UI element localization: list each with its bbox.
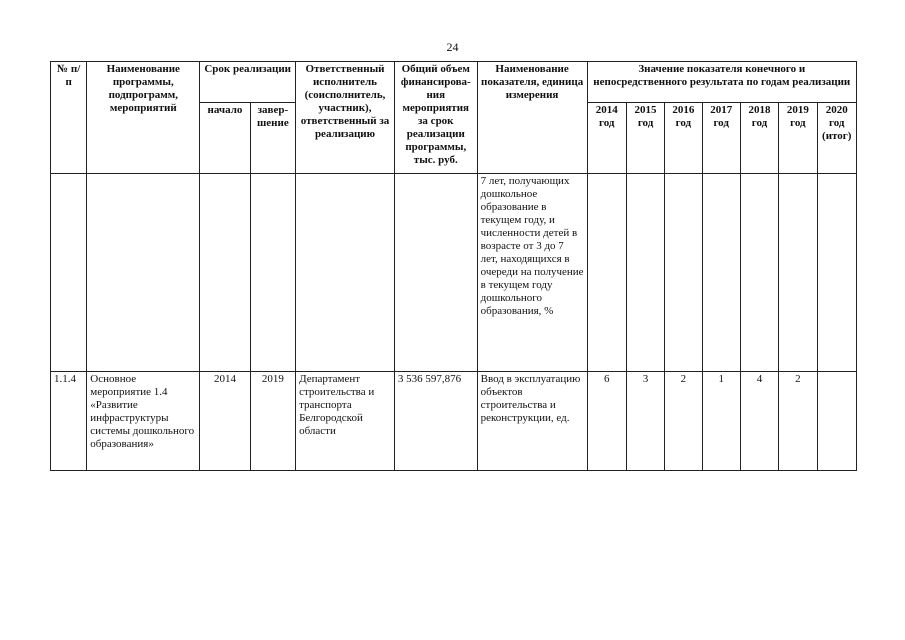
program-table	[50, 61, 857, 471]
header-year: 2020 год (итог)	[817, 103, 856, 174]
table-row	[51, 372, 857, 471]
indicator-cell: 7 лет, получающих дошкольное образование в текущем году, и численности детей в возрасте от 3 до 7 лет, находящихся в очереди на получение в текущем году дошкольного образования, %	[477, 174, 587, 372]
header-indicator: Наименование показателя, единица измерения	[477, 62, 587, 174]
table-cell	[702, 174, 740, 372]
header-name: Наименование программы, подпрограмм, мероприятий	[87, 62, 200, 174]
table-cell	[200, 174, 250, 372]
row-name: Основное мероприятие 1.4 «Развитие инфраструктуры системы дошкольного образования»	[87, 372, 200, 471]
header-start: начало	[200, 103, 250, 174]
table-cell	[51, 174, 87, 372]
row-value: 6	[587, 372, 626, 471]
row-end: 2019	[250, 372, 295, 471]
row-num: 1.1.4	[51, 372, 87, 471]
header-funding: Общий объем финансирова-ния мероприятия за срок реализации программы, тыс. руб.	[394, 62, 477, 174]
header-year: 2014 год	[587, 103, 626, 174]
header-year: 2015 год	[626, 103, 664, 174]
table-cell	[779, 174, 817, 372]
table-cell	[817, 174, 856, 372]
table-cell	[394, 174, 477, 372]
row-value: 2	[665, 372, 702, 471]
table-cell	[740, 174, 778, 372]
header-responsible: Ответственный исполнитель (соисполнитель, участник), ответственный за реализацию	[296, 62, 395, 174]
header-values-title: Значение показателя конечного и непосредственного результата по годам реализации	[587, 62, 856, 103]
table-cell	[250, 174, 295, 372]
row-value: 3	[626, 372, 664, 471]
header-year: 2019 год	[779, 103, 817, 174]
table-row	[51, 174, 857, 372]
row-indicator: Ввод в эксплуатацию объектов строительства и реконструкции, ед.	[477, 372, 587, 471]
table-cell	[665, 174, 702, 372]
row-start: 2014	[200, 372, 250, 471]
header-year: 2018 год	[740, 103, 778, 174]
header-num: № п/п	[51, 62, 87, 174]
header-year: 2017 год	[702, 103, 740, 174]
row-value: 1	[702, 372, 740, 471]
row-value: 4	[740, 372, 778, 471]
table-cell	[626, 174, 664, 372]
row-value: 2	[779, 372, 817, 471]
header-period: Срок реализации	[200, 62, 296, 103]
header-end: завер-шение	[250, 103, 295, 174]
header-year: 2016 год	[665, 103, 702, 174]
row-responsible: Департамент строительства и транспорта Белгородской области	[296, 372, 395, 471]
row-value	[817, 372, 856, 471]
table-cell	[587, 174, 626, 372]
page-number: 24	[446, 40, 459, 54]
row-funding: 3 536 597,876	[394, 372, 477, 471]
table-cell	[87, 174, 200, 372]
table-cell	[296, 174, 395, 372]
